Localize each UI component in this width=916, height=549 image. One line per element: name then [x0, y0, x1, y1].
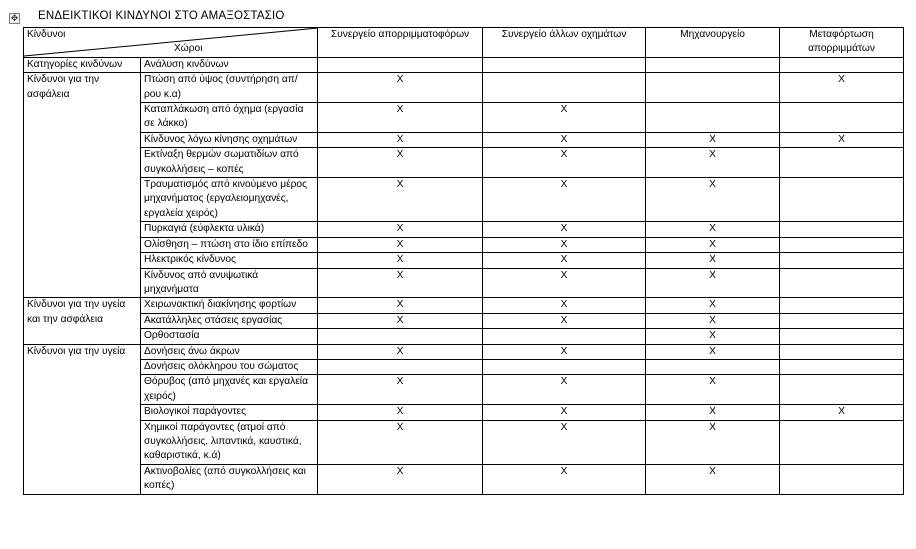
applies-mark: X — [318, 420, 483, 464]
table-move-handle-icon[interactable]: ✥ — [10, 13, 19, 23]
hazard-category-cell: Κίνδυνοι για την υγεία και την ασφάλεια — [24, 298, 141, 344]
applies-mark: X — [646, 405, 780, 420]
applies-mark: X — [483, 178, 646, 222]
table-row — [24, 375, 904, 405]
applies-mark: X — [483, 237, 646, 252]
table-row — [24, 103, 904, 133]
hazard-description-cell: Εκτίναξη θερμών σωματιδίων από συγκολλήσεις – κοπές — [141, 148, 318, 178]
table-row — [24, 222, 904, 237]
applies-mark: X — [318, 313, 483, 328]
category-column-header: Κατηγορίες κινδύνων — [24, 57, 141, 72]
applies-mark: X — [646, 329, 780, 344]
empty-cell — [318, 329, 483, 344]
column-header: Συνεργείο άλλων οχημάτων — [483, 28, 646, 58]
hazard-description-cell: Πυρκαγιά (εύφλεκτα υλικά) — [141, 222, 318, 237]
table-row — [24, 268, 904, 298]
applies-mark: X — [318, 464, 483, 494]
empty-cell — [780, 329, 904, 344]
applies-mark: X — [318, 344, 483, 359]
applies-mark: X — [318, 375, 483, 405]
applies-mark: X — [318, 132, 483, 147]
applies-mark: X — [318, 178, 483, 222]
empty-cell — [780, 375, 904, 405]
table-row — [24, 329, 904, 344]
applies-mark: X — [318, 148, 483, 178]
applies-mark: X — [646, 375, 780, 405]
applies-mark: X — [318, 73, 483, 103]
applies-mark: X — [646, 253, 780, 268]
applies-mark: X — [646, 132, 780, 147]
applies-mark: X — [646, 313, 780, 328]
applies-mark: X — [318, 103, 483, 133]
diagonal-divider — [24, 28, 318, 57]
hazard-description-cell: Κίνδυνος λόγω κίνησης οχημάτων — [141, 132, 318, 147]
applies-mark: X — [780, 73, 904, 103]
hazard-description-cell: Πτώση από ύψος (συντήρηση απ/ρου κ.α) — [141, 73, 318, 103]
empty-cell — [780, 253, 904, 268]
applies-mark: X — [483, 148, 646, 178]
hazards-table — [23, 27, 904, 495]
applies-mark: X — [646, 178, 780, 222]
hazard-description-cell: Καταπλάκωση από όχημα (εργασία σε λάκκο) — [141, 103, 318, 133]
table-row — [24, 178, 904, 222]
applies-mark: X — [483, 103, 646, 133]
applies-mark: X — [318, 253, 483, 268]
applies-mark: X — [646, 298, 780, 313]
table-row — [24, 405, 904, 420]
applies-mark: X — [646, 464, 780, 494]
hazard-category-cell: Κίνδυνοι για την ασφάλεια — [24, 73, 141, 298]
applies-mark: X — [483, 375, 646, 405]
applies-mark: X — [318, 298, 483, 313]
applies-mark: X — [483, 313, 646, 328]
hazard-description-cell: Δονήσεις άνω άκρων — [141, 344, 318, 359]
hazard-category-cell: Κίνδυνοι για την υγεία — [24, 344, 141, 494]
empty-cell — [780, 148, 904, 178]
table-row — [24, 420, 904, 464]
header-hazards-label: Κίνδυνοι — [27, 29, 66, 40]
applies-mark: X — [646, 222, 780, 237]
empty-cell — [646, 73, 780, 103]
hazard-description-cell: Χειρωνακτική διακίνησης φορτίων — [141, 298, 318, 313]
applies-mark: X — [646, 237, 780, 252]
hazard-description-cell: Ορθοστασία — [141, 329, 318, 344]
applies-mark: X — [483, 222, 646, 237]
table-row — [24, 253, 904, 268]
applies-mark: X — [483, 298, 646, 313]
empty-cell — [780, 178, 904, 222]
hazard-description-cell: Τραυματισμός από κινούμενο μέρος μηχανήματος (εργαλειομηχανές, εργαλεία χειρός) — [141, 178, 318, 222]
empty-cell — [780, 222, 904, 237]
applies-mark: X — [318, 222, 483, 237]
applies-mark: X — [483, 405, 646, 420]
empty-cell — [780, 313, 904, 328]
applies-mark: X — [318, 237, 483, 252]
column-header: Συνεργείο απορριμματοφόρων — [318, 28, 483, 58]
hazard-description-cell: Βιολογικοί παράγοντες — [141, 405, 318, 420]
empty-cell — [646, 57, 780, 72]
applies-mark: X — [483, 253, 646, 268]
column-header: Μηχανουργείο — [646, 28, 780, 58]
table-row — [24, 464, 904, 494]
applies-mark: X — [780, 405, 904, 420]
applies-mark: X — [646, 148, 780, 178]
hazard-description-cell: Ηλεκτρικός κίνδυνος — [141, 253, 318, 268]
empty-cell — [483, 329, 646, 344]
table-row — [24, 359, 904, 374]
applies-mark: X — [318, 268, 483, 298]
subheader-row — [24, 57, 904, 72]
empty-cell — [646, 103, 780, 133]
applies-mark: X — [483, 132, 646, 147]
applies-mark: X — [483, 420, 646, 464]
applies-mark: X — [646, 420, 780, 464]
applies-mark: X — [646, 268, 780, 298]
hazard-description-cell: Ολίσθηση – πτώση στο ίδιο επίπεδο — [141, 237, 318, 252]
hazard-description-cell: Κίνδυνος από ανυψωτικά μηχανήματα — [141, 268, 318, 298]
empty-cell — [483, 73, 646, 103]
applies-mark: X — [483, 344, 646, 359]
table-row — [24, 73, 904, 103]
empty-cell — [780, 344, 904, 359]
document-title: ΕΝΔΕΙΚΤΙΚΟΙ ΚΙΝΔΥΝΟΙ ΣΤΟ ΑΜΑΞΟΣΤΑΣΙΟ — [38, 10, 285, 22]
hazard-description-cell: Δονήσεις ολόκληρου του σώματος — [141, 359, 318, 374]
applies-mark: X — [483, 268, 646, 298]
applies-mark: X — [780, 132, 904, 147]
table-row — [24, 313, 904, 328]
empty-cell — [780, 57, 904, 72]
empty-cell — [483, 359, 646, 374]
empty-cell — [780, 268, 904, 298]
empty-cell — [646, 359, 780, 374]
empty-cell — [780, 464, 904, 494]
applies-mark: X — [318, 405, 483, 420]
empty-cell — [483, 57, 646, 72]
table-row — [24, 148, 904, 178]
header-areas-label: Χώροι — [174, 43, 203, 54]
table-row — [24, 237, 904, 252]
applies-mark: X — [483, 464, 646, 494]
hazard-description-cell: Θόρυβος (από μηχανές και εργαλεία χειρός) — [141, 375, 318, 405]
empty-cell — [318, 359, 483, 374]
analysis-column-header: Ανάλυση κινδύνων — [141, 57, 318, 72]
column-header: Μεταφόρτωση απορριμμάτων — [780, 28, 904, 58]
header-row — [24, 28, 904, 58]
table-row — [24, 298, 904, 313]
table-row — [24, 344, 904, 359]
empty-cell — [780, 237, 904, 252]
hazard-description-cell: Χημικοί παράγοντες (ατμοί από συγκολλήσεις, λιπαντικά, καυστικά, καθαριστικά, κ.ά) — [141, 420, 318, 464]
hazard-description-cell: Ακτινοβολίες (από συγκολλήσεις και κοπές) — [141, 464, 318, 494]
empty-cell — [780, 420, 904, 464]
empty-cell — [780, 359, 904, 374]
empty-cell — [780, 103, 904, 133]
table-row — [24, 132, 904, 147]
empty-cell — [318, 57, 483, 72]
empty-cell — [780, 298, 904, 313]
hazard-description-cell: Ακατάλληλες στάσεις εργασίας — [141, 313, 318, 328]
header-corner-cell — [24, 28, 318, 58]
applies-mark: X — [646, 344, 780, 359]
